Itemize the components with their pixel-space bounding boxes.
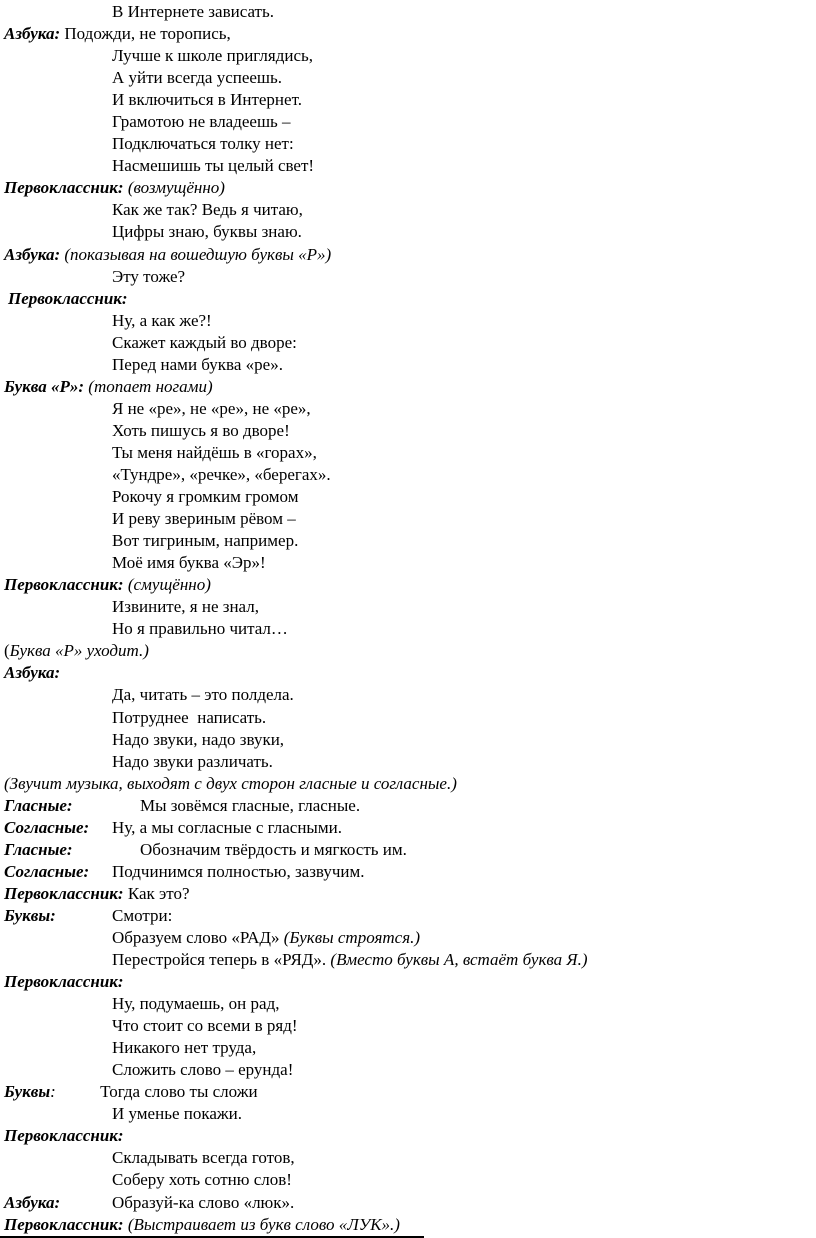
dialogue-text: Ну, подумаешь, он рад, xyxy=(112,994,280,1014)
dialogue-text: Соберу хоть сотню слов! xyxy=(112,1170,292,1190)
speaker-name: Азбука: xyxy=(4,663,61,683)
text-line xyxy=(0,993,816,1015)
dialogue-text: Что стоит со всеми в ряд! xyxy=(112,1016,298,1036)
text-line xyxy=(0,640,816,662)
dialogue-text: Ты меня найдёшь в «горах», xyxy=(112,442,317,462)
dialogue-text: Хоть пишусь я во дворе! xyxy=(112,420,290,440)
stage-direction: (Выстраивает из букв слово «ЛУК».) xyxy=(127,1214,400,1234)
speaker-name: Первоклассник: xyxy=(4,883,128,903)
text-line xyxy=(0,310,816,332)
text-line xyxy=(0,596,816,618)
text-line xyxy=(0,1125,816,1147)
dialogue-text: Тогда слово ты сложи xyxy=(100,1082,258,1102)
dialogue-text: Обозначим твёрдость и мягкость им. xyxy=(140,839,407,859)
speaker-name: Первоклассник: xyxy=(4,178,128,198)
text-line xyxy=(0,288,816,310)
dialogue-text: Скажет каждый во дворе: xyxy=(112,332,297,352)
text-line xyxy=(0,1103,816,1125)
dialogue-text: Как же так? Ведь я читаю, xyxy=(112,200,303,220)
text-line xyxy=(0,618,816,640)
text-line xyxy=(0,1,816,23)
dialogue-text: Вот тигриным, например. xyxy=(112,531,299,551)
dialogue-text: И уменье покажи. xyxy=(112,1104,242,1124)
speaker-name: Буква «Р»: xyxy=(4,376,89,396)
text-line xyxy=(0,684,816,706)
dialogue-text: Ну, а мы согласные с гласными. xyxy=(112,817,342,837)
text-line xyxy=(0,221,816,243)
dialogue-text: Но я правильно читал… xyxy=(112,619,288,639)
speaker-name: Буквы xyxy=(4,1082,51,1102)
speaker-name: Азбука: xyxy=(4,244,65,264)
dialogue-text: Подключаться толку нет: xyxy=(112,134,294,154)
text-line xyxy=(0,1059,816,1081)
speaker-name: Буквы: xyxy=(4,905,56,925)
text-line xyxy=(0,927,816,949)
text-line xyxy=(0,199,816,221)
speaker-name: Гласные: xyxy=(4,839,73,859)
text-line xyxy=(0,971,816,993)
stage-direction: : xyxy=(50,1082,56,1102)
text-line xyxy=(0,707,816,729)
dialogue-text: Надо звуки, надо звуки, xyxy=(112,729,285,749)
text-line xyxy=(0,552,816,574)
speaker-name: Азбука: xyxy=(4,1192,61,1212)
text-line xyxy=(0,817,816,839)
text-line xyxy=(0,861,816,883)
dialogue-text: Надо звуки различать. xyxy=(112,751,273,771)
text-line xyxy=(0,1037,816,1059)
dialogue-text: А уйти всегда успеешь. xyxy=(112,68,283,88)
dialogue-text: Лучше к школе приглядись, xyxy=(112,46,313,66)
text-line xyxy=(0,23,816,45)
dialogue-text: Образуй-ка слово «люк». xyxy=(112,1192,295,1212)
text-line xyxy=(0,839,816,861)
text-line xyxy=(0,398,816,420)
text-line xyxy=(0,508,816,530)
stage-direction: (Звучит музыка, выходят с двух сторон гласные и согласные.) xyxy=(4,773,457,793)
text-line xyxy=(0,662,816,684)
dialogue-text: ( xyxy=(4,641,10,661)
speaker-name: Первоклассник: xyxy=(4,972,124,992)
dialogue-text: Ну, а как же?! xyxy=(112,310,212,330)
stage-direction: (возмущённо) xyxy=(127,178,225,198)
dialogue-text: Образуем слово «РАД» xyxy=(112,927,284,947)
text-line xyxy=(0,751,816,773)
dialogue-text: И реву звериным рёвом – xyxy=(112,509,296,529)
speaker-name: Гласные: xyxy=(4,795,73,815)
dialogue-text: Как это? xyxy=(127,883,190,903)
dialogue-text: Мы зовёмся гласные, гласные. xyxy=(140,795,361,815)
text-line xyxy=(0,486,816,508)
speaker-name: Первоклассник: xyxy=(8,288,128,308)
text-line xyxy=(0,420,816,442)
text-line xyxy=(0,773,816,795)
text-line xyxy=(0,376,816,398)
text-line xyxy=(0,177,816,199)
dialogue-text: Подчинимся полностью, зазвучим. xyxy=(112,861,365,881)
stage-direction: (Вместо буквы А, встаёт буква Я.) xyxy=(330,950,588,970)
text-line xyxy=(0,111,816,133)
text-line xyxy=(0,1169,816,1191)
dialogue-text: Грамотою не владеешь – xyxy=(112,112,291,132)
text-line xyxy=(0,266,816,288)
dialogue-text: Цифры знаю, буквы знаю. xyxy=(112,222,302,242)
dialogue-text: Извините, я не знал, xyxy=(112,597,259,617)
text-line xyxy=(0,574,816,596)
text-line xyxy=(0,133,816,155)
text-line xyxy=(0,1015,816,1037)
text-line xyxy=(0,949,816,971)
text-line xyxy=(0,1214,816,1236)
text-line xyxy=(0,795,816,817)
stage-direction: (смущённо) xyxy=(127,575,211,595)
dialogue-text: Эту тоже? xyxy=(112,266,186,286)
dialogue-text: Перестройся теперь в «РЯД». xyxy=(112,950,331,970)
text-line xyxy=(0,45,816,67)
stage-direction: Буква «Р» уходит.) xyxy=(9,641,149,661)
text-line xyxy=(0,464,816,486)
stage-direction: (топает ногами) xyxy=(88,376,213,396)
stage-direction: (Буквы строятся.) xyxy=(283,927,421,947)
text-line xyxy=(0,530,816,552)
text-line xyxy=(0,442,816,464)
text-line xyxy=(0,905,816,927)
text-line xyxy=(0,155,816,177)
text-line xyxy=(0,1081,816,1103)
dialogue-text: Смотри: xyxy=(112,905,173,925)
text-line xyxy=(0,1147,816,1169)
text-line xyxy=(0,89,816,111)
dialogue-text: Насмешишь ты целый свет! xyxy=(112,156,315,176)
speaker-name: Азбука: xyxy=(4,24,65,44)
speaker-name: Первоклассник: xyxy=(4,575,128,595)
text-line xyxy=(0,244,816,266)
dialogue-text: Никакого нет труда, xyxy=(112,1038,257,1058)
dialogue-text: Сложить слово – ерунда! xyxy=(112,1060,294,1080)
speaker-name: Согласные: xyxy=(4,817,90,837)
speaker-name: Согласные: xyxy=(4,861,90,881)
text-line xyxy=(0,729,816,751)
dialogue-text: В Интернете зависать. xyxy=(112,2,274,21)
dialogue-text: Я не «ре», не «ре», не «ре», xyxy=(112,398,311,418)
speaker-name: Первоклассник: xyxy=(4,1214,128,1234)
text-line xyxy=(0,67,816,89)
text-line xyxy=(0,1192,816,1214)
dialogue-text: Потруднее написать. xyxy=(112,707,267,727)
text-line xyxy=(0,332,816,354)
dialogue-text: «Тундре», «речке», «берегах». xyxy=(112,464,331,484)
dialogue-text: Перед нами буква «ре». xyxy=(112,354,283,374)
dialogue-text: Складывать всегда готов, xyxy=(112,1148,295,1168)
dialogue-text: Подожди, не торопись, xyxy=(64,24,231,44)
dialogue-text: Моё имя буква «Эр»! xyxy=(112,553,266,573)
stage-direction: (показывая на вошедшую буквы «Р») xyxy=(64,244,332,264)
speaker-name: Первоклассник: xyxy=(4,1126,124,1146)
dialogue-text: Рокочу я громким громом xyxy=(112,487,299,507)
dialogue-text: Да, читать – это полдела. xyxy=(112,685,294,705)
text-line xyxy=(0,354,816,376)
dialogue-text: И включиться в Интернет. xyxy=(112,90,302,110)
text-line xyxy=(0,883,816,905)
